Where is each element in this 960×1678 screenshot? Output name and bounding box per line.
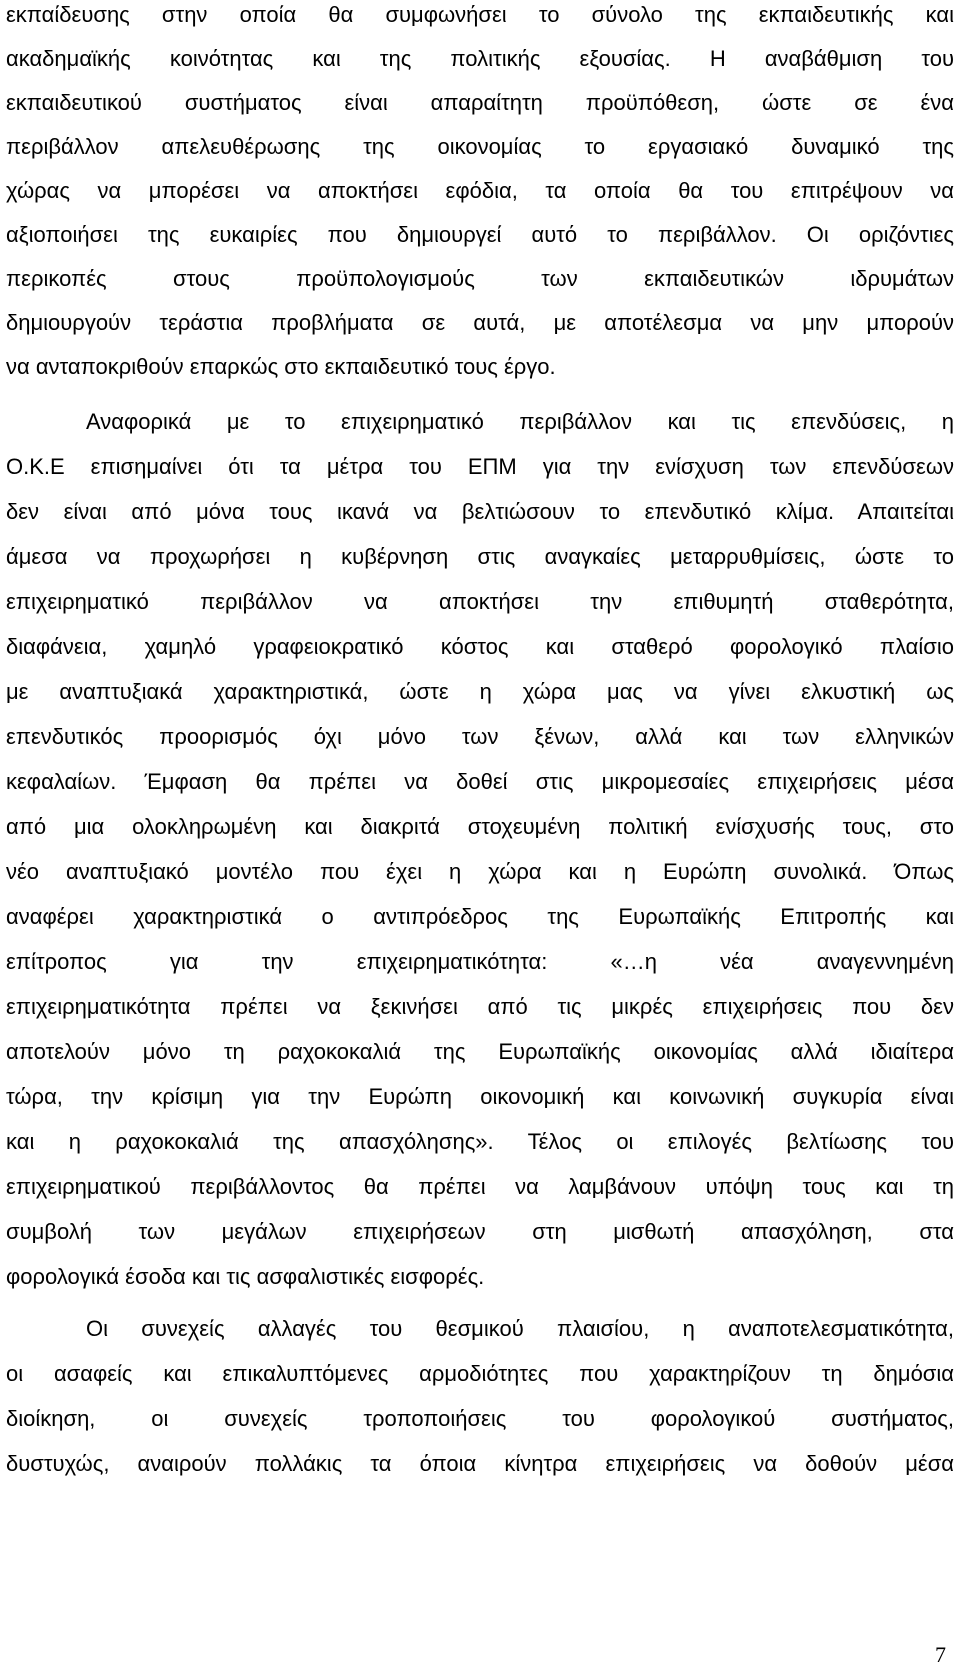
text-line: εκπαίδευσης στην οποία θα συμφωνήσει το σύνολο της εκπαιδευτικής και [6, 2, 954, 27]
text-line: χώρας να μπορέσει να αποκτήσει εφόδια, τα οποία θα του επιτρέψουν να [6, 178, 954, 203]
page-number: 7 [935, 1642, 946, 1667]
text-line: αναφέρει χαρακτηριστικά ο αντιπρόεδρος της Ευρωπαϊκής Επιτροπής και [6, 904, 954, 929]
text-line: περιβάλλον απελευθέρωσης της οικονομίας το εργασιακό δυναμικό της [6, 134, 954, 159]
text-line: κεφαλαίων. Έμφαση θα πρέπει να δοθεί στις μικρομεσαίες επιχειρήσεις μέσα [6, 769, 954, 794]
text-line: επενδυτικός προορισμός όχι μόνο των ξένων, αλλά και των ελληνικών [6, 724, 954, 749]
text-line: δυστυχώς, αναιρούν πολλάκις τα όποια κίνητρα επιχειρήσεις να δοθούν μέσα [6, 1451, 954, 1476]
text-line: οι ασαφείς και επικαλυπτόμενες αρμοδιότητες που χαρακτηρίζουν τη δημόσια [6, 1361, 954, 1386]
text-line: Ο.Κ.Ε επισημαίνει ότι τα μέτρα του ΕΠΜ για την ενίσχυση των επενδύσεων [6, 454, 954, 479]
text-line: άμεσα να προχωρήσει η κυβέρνηση στις αναγκαίες μεταρρυθμίσεις, ώστε το [6, 544, 954, 569]
text-line: και η ραχοκοκαλιά της απασχόλησης». Τέλος οι επιλογές βελτίωσης του [6, 1129, 954, 1154]
text-line: τώρα, την κρίσιμη για την Ευρώπη οικονομική και κοινωνική συγκυρία είναι [6, 1084, 954, 1109]
text-line: φορολογικά έσοδα και τις ασφαλιστικές εισφορές. [6, 1264, 485, 1289]
text-line: αποτελούν μόνο τη ραχοκοκαλιά της Ευρωπαϊκής οικονομίας αλλά ιδιαίτερα [6, 1039, 954, 1064]
text-line: να ανταποκριθούν επαρκώς στο εκπαιδευτικό τους έργο. [6, 354, 556, 379]
text-line: δεν είναι από μόνα τους ικανά να βελτιώσουν το επενδυτικό κλίμα. Απαιτείται [6, 499, 954, 524]
text-line: δημιουργούν τεράστια προβλήματα σε αυτά, με αποτέλεσμα να μην μπορούν [6, 310, 954, 335]
text-line: Αναφορικά με το επιχειρηματικό περιβάλλον και τις επενδύσεις, η [86, 409, 954, 434]
text-line: διαφάνεια, χαμηλό γραφειοκρατικό κόστος και σταθερό φορολογικό πλαίσιο [6, 634, 954, 659]
text-line: επιχειρηματικότητα πρέπει να ξεκινήσει από τις μικρές επιχειρήσεις που δεν [6, 994, 954, 1019]
text-line: αξιοποιήσει της ευκαιρίες που δημιουργεί αυτό το περιβάλλον. Οι οριζόντιες [6, 222, 954, 247]
text-line: διοίκηση, οι συνεχείς τροποποιήσεις του φορολογικού συστήματος, [6, 1406, 954, 1431]
text-line: Οι συνεχείς αλλαγές του θεσμικού πλαισίου, η αναποτελεσματικότητα, [86, 1316, 954, 1341]
text-line: επιχειρηματικό περιβάλλον να αποκτήσει την επιθυμητή σταθερότητα, [6, 589, 954, 614]
text-line: επιχειρηματικού περιβάλλοντος θα πρέπει να λαμβάνουν υπόψη τους και τη [6, 1174, 954, 1199]
text-line: περικοπές στους προϋπολογισμούς των εκπαιδευτικών ιδρυμάτων [6, 266, 954, 291]
text-line: εκπαιδευτικού συστήματος είναι απαραίτητη προϋπόθεση, ώστε σε ένα [6, 90, 954, 115]
text-line: επίτροπος για την επιχειρηματικότητα: «…η νέα αναγεννημένη [6, 949, 954, 974]
text-line: από μια ολοκληρωμένη και διακριτά στοχευμένη πολιτική ενίσχυσής τους, στο [6, 814, 954, 839]
text-line: με αναπτυξιακά χαρακτηριστικά, ώστε η χώρα μας να γίνει ελκυστική ως [6, 679, 954, 704]
text-line: συμβολή των μεγάλων επιχειρήσεων στη μισθωτή απασχόληση, στα [6, 1219, 954, 1244]
text-line: ακαδημαϊκής κοινότητας και της πολιτικής εξουσίας. Η αναβάθμιση του [6, 46, 954, 71]
text-line: νέο αναπτυξιακό μοντέλο που έχει η χώρα και η Ευρώπη συνολικά. Όπως [6, 859, 954, 884]
